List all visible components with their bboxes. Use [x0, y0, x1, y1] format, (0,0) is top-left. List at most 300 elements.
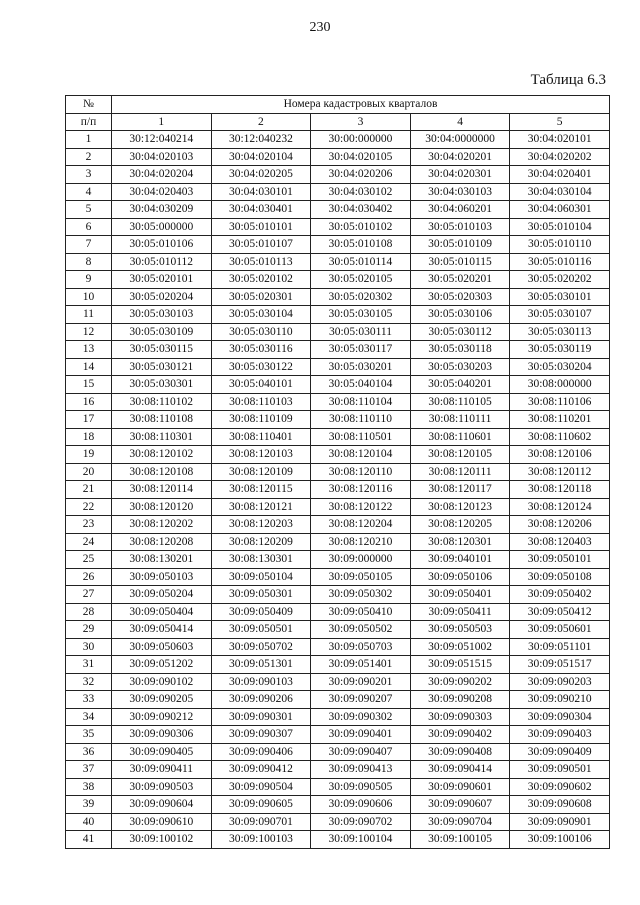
cadastral-number-cell: 30:08:110602	[510, 428, 610, 446]
cadastral-number-cell: 30:05:030118	[410, 341, 510, 359]
cadastral-number-cell: 30:09:051515	[410, 656, 510, 674]
cadastral-number-cell: 30:09:090207	[311, 691, 411, 709]
row-number-cell: 6	[66, 218, 112, 236]
row-number-cell: 28	[66, 603, 112, 621]
table-row	[66, 428, 610, 446]
cadastral-number-cell: 30:04:020105	[311, 148, 411, 166]
cadastral-number-cell: 30:08:120110	[311, 463, 411, 481]
cadastral-number-cell: 30:08:110104	[311, 393, 411, 411]
cadastral-number-cell: 30:08:120202	[112, 516, 212, 534]
cadastral-number-cell: 30:05:030203	[410, 358, 510, 376]
cadastral-number-cell: 30:04:030103	[410, 183, 510, 201]
cadastral-number-cell: 30:08:110201	[510, 411, 610, 429]
row-number-cell: 34	[66, 708, 112, 726]
row-number-cell: 1	[66, 131, 112, 149]
cadastral-number-cell: 30:09:090701	[211, 813, 311, 831]
row-number-cell: 17	[66, 411, 112, 429]
column-number: 1	[112, 113, 212, 131]
table-row	[66, 131, 610, 149]
cadastral-number-cell: 30:05:010107	[211, 236, 311, 254]
row-number-cell: 31	[66, 656, 112, 674]
table-row	[66, 201, 610, 219]
table-row	[66, 498, 610, 516]
cadastral-number-cell: 30:05:010106	[112, 236, 212, 254]
table-row	[66, 708, 610, 726]
cadastral-number-cell: 30:05:010104	[510, 218, 610, 236]
cadastral-number-cell: 30:09:090407	[311, 743, 411, 761]
cadastral-number-cell: 30:04:020103	[112, 148, 212, 166]
table-caption: Таблица 6.3	[530, 72, 606, 88]
cadastral-number-cell: 30:09:051202	[112, 656, 212, 674]
cadastral-number-cell: 30:04:030102	[311, 183, 411, 201]
table-row	[66, 288, 610, 306]
row-number-cell: 15	[66, 376, 112, 394]
cadastral-number-cell: 30:05:020303	[410, 288, 510, 306]
cadastral-number-cell: 30:08:110501	[311, 428, 411, 446]
row-number-cell: 2	[66, 148, 112, 166]
table-row	[66, 341, 610, 359]
cadastral-number-cell: 30:08:130301	[211, 551, 311, 569]
column-number: 3	[311, 113, 411, 131]
cadastral-number-cell: 30:08:110401	[211, 428, 311, 446]
cadastral-number-cell: 30:09:051401	[311, 656, 411, 674]
cadastral-number-cell: 30:05:030105	[311, 306, 411, 324]
cadastral-number-cell: 30:05:010110	[510, 236, 610, 254]
row-number-cell: 14	[66, 358, 112, 376]
table-row	[66, 148, 610, 166]
cadastral-number-cell: 30:08:120115	[211, 481, 311, 499]
cadastral-number-cell: 30:08:110301	[112, 428, 212, 446]
cadastral-number-cell: 30:04:030101	[211, 183, 311, 201]
cadastral-number-cell: 30:08:120204	[311, 516, 411, 534]
cadastral-number-cell: 30:04:020204	[112, 166, 212, 184]
cadastral-number-cell: 30:05:030104	[211, 306, 311, 324]
cadastral-number-cell: 30:09:050412	[510, 603, 610, 621]
cadastral-number-cell: 30:05:010108	[311, 236, 411, 254]
table-row	[66, 358, 610, 376]
cadastral-number-cell: 30:08:120108	[112, 463, 212, 481]
cadastral-number-cell: 30:05:010113	[211, 253, 311, 271]
cadastral-number-cell: 30:05:030109	[112, 323, 212, 341]
cadastral-number-cell: 30:05:020105	[311, 271, 411, 289]
cadastral-number-cell: 30:09:050703	[311, 638, 411, 656]
table-row	[66, 726, 610, 744]
row-number-cell: 8	[66, 253, 112, 271]
cadastral-number-cell: 30:09:050108	[510, 568, 610, 586]
cadastral-number-cell: 30:05:010102	[311, 218, 411, 236]
cadastral-number-cell: 30:08:130201	[112, 551, 212, 569]
cadastral-number-cell: 30:08:110109	[211, 411, 311, 429]
table-header-row	[66, 96, 610, 114]
cadastral-number-cell: 30:09:090203	[510, 673, 610, 691]
cadastral-number-cell: 30:05:030122	[211, 358, 311, 376]
cadastral-number-cell: 30:08:120122	[311, 498, 411, 516]
cadastral-number-cell: 30:09:050301	[211, 586, 311, 604]
cadastral-number-cell: 30:05:010112	[112, 253, 212, 271]
cadastral-number-cell: 30:08:120403	[510, 533, 610, 551]
cadastral-number-cell: 30:05:010114	[311, 253, 411, 271]
cadastral-number-cell: 30:09:090414	[410, 761, 510, 779]
cadastral-number-cell: 30:08:110103	[211, 393, 311, 411]
cadastral-number-cell: 30:05:030103	[112, 306, 212, 324]
row-number-cell: 38	[66, 778, 112, 796]
row-number-cell: 26	[66, 568, 112, 586]
table-row	[66, 253, 610, 271]
cadastral-number-cell: 30:05:010116	[510, 253, 610, 271]
cadastral-number-cell: 30:05:030204	[510, 358, 610, 376]
cadastral-number-cell: 30:05:010115	[410, 253, 510, 271]
table-row	[66, 568, 610, 586]
cadastral-number-cell: 30:09:090411	[112, 761, 212, 779]
cadastral-number-cell: 30:09:050105	[311, 568, 411, 586]
cadastral-number-cell: 30:04:020201	[410, 148, 510, 166]
cadastral-number-cell: 30:09:090406	[211, 743, 311, 761]
cadastral-number-cell: 30:09:050101	[510, 551, 610, 569]
cadastral-number-cell: 30:04:020205	[211, 166, 311, 184]
cadastral-number-cell: 30:09:090605	[211, 796, 311, 814]
cadastral-number-cell: 30:09:100104	[311, 831, 411, 849]
cadastral-number-cell: 30:09:090412	[211, 761, 311, 779]
cadastral-number-cell: 30:09:050409	[211, 603, 311, 621]
cadastral-number-cell: 30:08:120203	[211, 516, 311, 534]
cadastral-number-cell: 30:09:090408	[410, 743, 510, 761]
cadastral-number-cell: 30:05:040101	[211, 376, 311, 394]
cadastral-number-cell: 30:09:050404	[112, 603, 212, 621]
cadastral-number-cell: 30:05:020102	[211, 271, 311, 289]
row-number-cell: 29	[66, 621, 112, 639]
cadastral-number-cell: 30:09:090504	[211, 778, 311, 796]
table-row	[66, 516, 610, 534]
cadastral-number-cell: 30:05:020302	[311, 288, 411, 306]
cadastral-number-cell: 30:08:120104	[311, 446, 411, 464]
table-row	[66, 306, 610, 324]
cadastral-number-cell: 30:09:050603	[112, 638, 212, 656]
row-number-cell: 10	[66, 288, 112, 306]
cadastral-number-cell: 30:05:010103	[410, 218, 510, 236]
cadastral-number-cell: 30:09:100102	[112, 831, 212, 849]
cadastral-number-cell: 30:04:030401	[211, 201, 311, 219]
cadastral-number-cell: 30:08:120111	[410, 463, 510, 481]
cadastral-number-cell: 30:05:020301	[211, 288, 311, 306]
cadastral-number-cell: 30:09:050104	[211, 568, 311, 586]
cadastral-number-cell: 30:09:050302	[311, 586, 411, 604]
table-row	[66, 218, 610, 236]
cadastral-number-cell: 30:12:040232	[211, 131, 311, 149]
cadastral-number-cell: 30:09:090403	[510, 726, 610, 744]
cadastral-number-cell: 30:09:090201	[311, 673, 411, 691]
table-row	[66, 796, 610, 814]
cadastral-number-cell: 30:09:090602	[510, 778, 610, 796]
cadastral-number-cell: 30:09:090601	[410, 778, 510, 796]
table-row	[66, 481, 610, 499]
cadastral-number-cell: 30:05:030201	[311, 358, 411, 376]
cadastral-number-cell: 30:09:050103	[112, 568, 212, 586]
cadastral-number-cell: 30:04:020104	[211, 148, 311, 166]
cadastral-number-cell: 30:08:120118	[510, 481, 610, 499]
table-row	[66, 446, 610, 464]
cadastral-number-cell: 30:09:050204	[112, 586, 212, 604]
row-number-cell: 39	[66, 796, 112, 814]
header-num-bottom: п/п	[66, 113, 112, 131]
table-row	[66, 778, 610, 796]
row-number-cell: 32	[66, 673, 112, 691]
cadastral-number-cell: 30:09:050414	[112, 621, 212, 639]
cadastral-number-cell: 30:09:100103	[211, 831, 311, 849]
cadastral-number-cell: 30:09:100106	[510, 831, 610, 849]
cadastral-number-cell: 30:05:030117	[311, 341, 411, 359]
row-number-cell: 13	[66, 341, 112, 359]
cadastral-number-cell: 30:05:040201	[410, 376, 510, 394]
cadastral-number-cell: 30:08:110106	[510, 393, 610, 411]
cadastral-number-cell: 30:05:030101	[510, 288, 610, 306]
cadastral-number-cell: 30:04:020101	[510, 131, 610, 149]
cadastral-number-cell: 30:05:020204	[112, 288, 212, 306]
table-row	[66, 236, 610, 254]
cadastral-number-cell: 30:05:030111	[311, 323, 411, 341]
table-row	[66, 183, 610, 201]
row-number-cell: 36	[66, 743, 112, 761]
cadastral-number-cell: 30:08:120123	[410, 498, 510, 516]
cadastral-number-cell: 30:09:090702	[311, 813, 411, 831]
cadastral-number-cell: 30:05:030113	[510, 323, 610, 341]
cadastral-quarters-table	[65, 95, 610, 849]
table-row	[66, 621, 610, 639]
cadastral-number-cell: 30:08:120210	[311, 533, 411, 551]
row-number-cell: 23	[66, 516, 112, 534]
cadastral-number-cell: 30:09:090208	[410, 691, 510, 709]
cadastral-number-cell: 30:08:110108	[112, 411, 212, 429]
table-row	[66, 533, 610, 551]
cadastral-number-cell: 30:05:030112	[410, 323, 510, 341]
cadastral-number-cell: 30:09:090210	[510, 691, 610, 709]
cadastral-number-cell: 30:09:090606	[311, 796, 411, 814]
cadastral-number-cell: 30:08:120116	[311, 481, 411, 499]
cadastral-number-cell: 30:04:060201	[410, 201, 510, 219]
cadastral-number-cell: 30:09:090307	[211, 726, 311, 744]
page-number: 230	[309, 20, 331, 35]
table-row	[66, 691, 610, 709]
cadastral-number-cell: 30:08:120205	[410, 516, 510, 534]
cadastral-number-cell: 30:09:050401	[410, 586, 510, 604]
cadastral-number-cell: 30:09:090205	[112, 691, 212, 709]
row-number-cell: 21	[66, 481, 112, 499]
cadastral-number-cell: 30:09:090306	[112, 726, 212, 744]
cadastral-number-cell: 30:09:050501	[211, 621, 311, 639]
cadastral-number-cell: 30:09:090302	[311, 708, 411, 726]
cadastral-number-cell: 30:05:030115	[112, 341, 212, 359]
cadastral-number-cell: 30:08:120206	[510, 516, 610, 534]
cadastral-number-cell: 30:08:110601	[410, 428, 510, 446]
cadastral-number-cell: 30:08:120301	[410, 533, 510, 551]
cadastral-number-cell: 30:09:090608	[510, 796, 610, 814]
cadastral-number-cell: 30:09:090103	[211, 673, 311, 691]
row-number-cell: 25	[66, 551, 112, 569]
row-number-cell: 19	[66, 446, 112, 464]
cadastral-number-cell: 30:09:000000	[311, 551, 411, 569]
row-number-cell: 18	[66, 428, 112, 446]
cadastral-number-cell: 30:09:090503	[112, 778, 212, 796]
cadastral-number-cell: 30:12:040214	[112, 131, 212, 149]
cadastral-number-cell: 30:08:110102	[112, 393, 212, 411]
row-number-cell: 40	[66, 813, 112, 831]
cadastral-number-cell: 30:05:030121	[112, 358, 212, 376]
table-row	[66, 376, 610, 394]
row-number-cell: 41	[66, 831, 112, 849]
cadastral-number-cell: 30:09:090304	[510, 708, 610, 726]
table-row	[66, 813, 610, 831]
table-row	[66, 271, 610, 289]
cadastral-number-cell: 30:09:051101	[510, 638, 610, 656]
cadastral-number-cell: 30:05:020101	[112, 271, 212, 289]
cadastral-number-cell: 30:05:010101	[211, 218, 311, 236]
cadastral-number-cell: 30:04:030209	[112, 201, 212, 219]
row-number-cell: 4	[66, 183, 112, 201]
header-group-title: Номера кадастровых кварталов	[112, 96, 610, 114]
row-number-cell: 7	[66, 236, 112, 254]
cadastral-number-cell: 30:08:120208	[112, 533, 212, 551]
cadastral-number-cell: 30:09:090704	[410, 813, 510, 831]
cadastral-number-cell: 30:08:110105	[410, 393, 510, 411]
row-number-cell: 33	[66, 691, 112, 709]
cadastral-number-cell: 30:08:120209	[211, 533, 311, 551]
row-number-cell: 35	[66, 726, 112, 744]
cadastral-number-cell: 30:05:000000	[112, 218, 212, 236]
cadastral-number-cell: 30:04:020202	[510, 148, 610, 166]
cadastral-number-cell: 30:09:100105	[410, 831, 510, 849]
row-number-cell: 30	[66, 638, 112, 656]
cadastral-number-cell: 30:00:000000	[311, 131, 411, 149]
cadastral-number-cell: 30:09:090413	[311, 761, 411, 779]
cadastral-number-cell: 30:04:020403	[112, 183, 212, 201]
cadastral-number-cell: 30:09:090206	[211, 691, 311, 709]
cadastral-number-cell: 30:09:040101	[410, 551, 510, 569]
cadastral-number-cell: 30:09:090303	[410, 708, 510, 726]
row-number-cell: 3	[66, 166, 112, 184]
cadastral-number-cell: 30:09:090607	[410, 796, 510, 814]
table-row	[66, 463, 610, 481]
cadastral-number-cell: 30:05:030106	[410, 306, 510, 324]
cadastral-number-cell: 30:09:050702	[211, 638, 311, 656]
table-row	[66, 411, 610, 429]
cadastral-number-cell: 30:09:090409	[510, 743, 610, 761]
cadastral-number-cell: 30:04:030104	[510, 183, 610, 201]
cadastral-number-cell: 30:09:051517	[510, 656, 610, 674]
cadastral-number-cell: 30:08:120106	[510, 446, 610, 464]
cadastral-number-cell: 30:09:050502	[311, 621, 411, 639]
cadastral-number-cell: 30:05:030116	[211, 341, 311, 359]
cadastral-number-cell: 30:05:030107	[510, 306, 610, 324]
cadastral-number-cell: 30:04:030402	[311, 201, 411, 219]
cadastral-number-cell: 30:05:030110	[211, 323, 311, 341]
cadastral-number-cell: 30:04:0000000	[410, 131, 510, 149]
table-row	[66, 831, 610, 849]
cadastral-number-cell: 30:08:120109	[211, 463, 311, 481]
table-row	[66, 656, 610, 674]
row-number-cell: 11	[66, 306, 112, 324]
cadastral-number-cell: 30:08:120117	[410, 481, 510, 499]
cadastral-number-cell: 30:08:120114	[112, 481, 212, 499]
cadastral-number-cell: 30:09:050402	[510, 586, 610, 604]
row-number-cell: 16	[66, 393, 112, 411]
row-number-cell: 24	[66, 533, 112, 551]
cadastral-number-cell: 30:09:050503	[410, 621, 510, 639]
cadastral-number-cell: 30:09:090401	[311, 726, 411, 744]
cadastral-number-cell: 30:04:020206	[311, 166, 411, 184]
cadastral-number-cell: 30:09:050601	[510, 621, 610, 639]
table-row	[66, 761, 610, 779]
table-row	[66, 743, 610, 761]
cadastral-number-cell: 30:09:050411	[410, 603, 510, 621]
row-number-cell: 12	[66, 323, 112, 341]
cadastral-number-cell: 30:08:120103	[211, 446, 311, 464]
cadastral-number-cell: 30:04:060301	[510, 201, 610, 219]
table-row	[66, 638, 610, 656]
cadastral-number-cell: 30:08:120105	[410, 446, 510, 464]
cadastral-number-cell: 30:05:040104	[311, 376, 411, 394]
cadastral-number-cell: 30:09:090301	[211, 708, 311, 726]
table-row	[66, 393, 610, 411]
row-number-cell: 20	[66, 463, 112, 481]
cadastral-number-cell: 30:09:090604	[112, 796, 212, 814]
cadastral-number-cell: 30:08:110111	[410, 411, 510, 429]
cadastral-number-cell: 30:08:120112	[510, 463, 610, 481]
cadastral-number-cell: 30:09:090505	[311, 778, 411, 796]
table-row	[66, 603, 610, 621]
row-number-cell: 9	[66, 271, 112, 289]
cadastral-number-cell: 30:09:090102	[112, 673, 212, 691]
table-column-numbers-row	[66, 113, 610, 131]
cadastral-number-cell: 30:04:020301	[410, 166, 510, 184]
cadastral-number-cell: 30:09:090405	[112, 743, 212, 761]
cadastral-number-cell: 30:08:110110	[311, 411, 411, 429]
cadastral-number-cell: 30:09:090501	[510, 761, 610, 779]
cadastral-number-cell: 30:09:051301	[211, 656, 311, 674]
cadastral-number-cell: 30:09:090901	[510, 813, 610, 831]
cadastral-number-cell: 30:05:010109	[410, 236, 510, 254]
cadastral-number-cell: 30:09:090610	[112, 813, 212, 831]
cadastral-number-cell: 30:08:120121	[211, 498, 311, 516]
cadastral-number-cell: 30:08:120102	[112, 446, 212, 464]
cadastral-number-cell: 30:09:090402	[410, 726, 510, 744]
cadastral-number-cell: 30:08:120120	[112, 498, 212, 516]
table-row	[66, 673, 610, 691]
column-number: 2	[211, 113, 311, 131]
cadastral-number-cell: 30:09:090212	[112, 708, 212, 726]
column-number: 4	[410, 113, 510, 131]
cadastral-number-cell: 30:05:030119	[510, 341, 610, 359]
table-row	[66, 551, 610, 569]
cadastral-number-cell: 30:08:000000	[510, 376, 610, 394]
row-number-cell: 5	[66, 201, 112, 219]
cadastral-number-cell: 30:09:050106	[410, 568, 510, 586]
table-row	[66, 166, 610, 184]
cadastral-number-cell: 30:05:020202	[510, 271, 610, 289]
cadastral-number-cell: 30:05:030301	[112, 376, 212, 394]
table-body	[66, 131, 610, 849]
cadastral-number-cell: 30:09:050410	[311, 603, 411, 621]
cadastral-number-cell: 30:08:120124	[510, 498, 610, 516]
table-row	[66, 586, 610, 604]
row-number-cell: 22	[66, 498, 112, 516]
header-num-top: №	[66, 96, 112, 114]
table-row	[66, 323, 610, 341]
cadastral-number-cell: 30:09:051002	[410, 638, 510, 656]
row-number-cell: 27	[66, 586, 112, 604]
cadastral-number-cell: 30:04:020401	[510, 166, 610, 184]
cadastral-number-cell: 30:09:090202	[410, 673, 510, 691]
row-number-cell: 37	[66, 761, 112, 779]
cadastral-number-cell: 30:05:020201	[410, 271, 510, 289]
